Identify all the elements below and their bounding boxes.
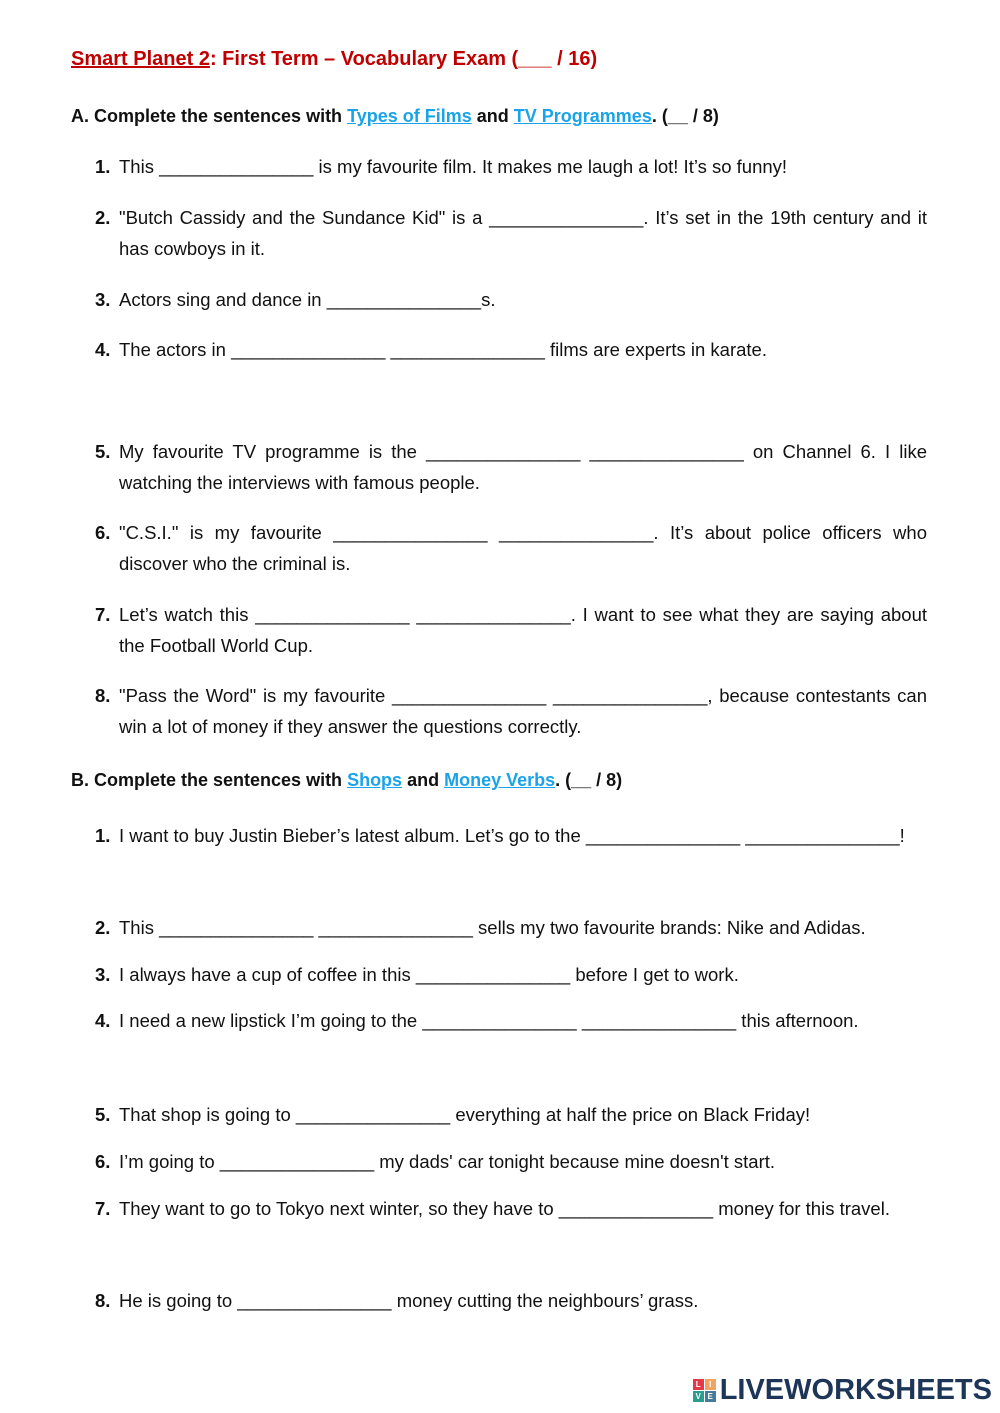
- question-a6[interactable]: 6. "C.S.I." is my favourite _______________ _______________. It’s about police officers who discover who the criminal is.: [95, 522, 927, 574]
- badge-letter-v: V: [693, 1391, 704, 1402]
- question-b7[interactable]: 7. They want to go to Tokyo next winter, so they have to _______________ money for this travel.: [95, 1198, 890, 1219]
- question-a1[interactable]: 1. This _______________ is my favourite film. It makes me laugh a lot! It’s so funny!: [95, 156, 788, 177]
- question-b3[interactable]: 3. I always have a cup of coffee in this _______________ before I get to work.: [95, 964, 739, 985]
- question-a5[interactable]: 5. My favourite TV programme is the _______________ _______________ on Channel 6. I like watching the interviews with famous people.: [95, 441, 927, 493]
- question-b1[interactable]: 1. I want to buy Justin Bieber’s latest album. Let’s go to the _______________ _______________!: [95, 825, 905, 846]
- question-b2[interactable]: 2. This _______________ _______________ sells my two favourite brands: Nike and Adidas.: [95, 917, 866, 938]
- question-a8[interactable]: 8. "Pass the Word" is my favourite _______________ _______________, because contestants can win a lot of money if they answer the questions correctly.: [95, 685, 927, 737]
- logo-badge-icon: [693, 1379, 716, 1402]
- logo-text: LIVEWORKSHEETS: [719, 1374, 992, 1406]
- section-b-heading: B. Complete the sentences with Shops and Money Verbs. (__ / 8): [71, 770, 623, 790]
- money-verbs-link[interactable]: Money Verbs: [444, 770, 556, 790]
- question-b4[interactable]: 4. I need a new lipstick I’m going to the _______________ _______________ this afternoon.: [95, 1010, 859, 1031]
- section-a-heading: A. Complete the sentences with Types of Films and TV Programmes. (__ / 8): [71, 106, 719, 126]
- shops-link[interactable]: Shops: [347, 770, 403, 790]
- question-a7[interactable]: 7. Let’s watch this _______________ _______________. I want to see what they are saying about the Football World Cup.: [95, 604, 927, 656]
- question-a2[interactable]: 2. "Butch Cassidy and the Sundance Kid" is a _______________. It’s set in the 19th century and it has cowboys in it.: [95, 207, 927, 259]
- types-of-films-link[interactable]: Types of Films: [347, 106, 472, 126]
- question-a3[interactable]: 3. Actors sing and dance in _______________s.: [95, 289, 496, 310]
- badge-letter-i: I: [705, 1379, 716, 1390]
- question-a4[interactable]: 4. The actors in _______________ _______________ films are experts in karate.: [95, 339, 767, 360]
- badge-letter-e: E: [705, 1391, 716, 1402]
- liveworksheets-logo: [693, 1374, 992, 1407]
- book-name: Smart Planet 2: [71, 48, 210, 70]
- exam-title: [71, 48, 597, 71]
- exam-title-rest: : First Term – Vocabulary Exam (___ / 16): [209, 48, 598, 70]
- question-b5[interactable]: 5. That shop is going to _______________ everything at half the price on Black Friday!: [95, 1104, 811, 1125]
- question-b6[interactable]: 6. I’m going to _______________ my dads' car tonight because mine doesn't start.: [95, 1151, 776, 1172]
- tv-programmes-link[interactable]: TV Programmes: [513, 106, 652, 126]
- question-b8[interactable]: 8. He is going to _______________ money cutting the neighbours’ grass.: [95, 1290, 699, 1311]
- badge-letter-l: L: [693, 1379, 704, 1390]
